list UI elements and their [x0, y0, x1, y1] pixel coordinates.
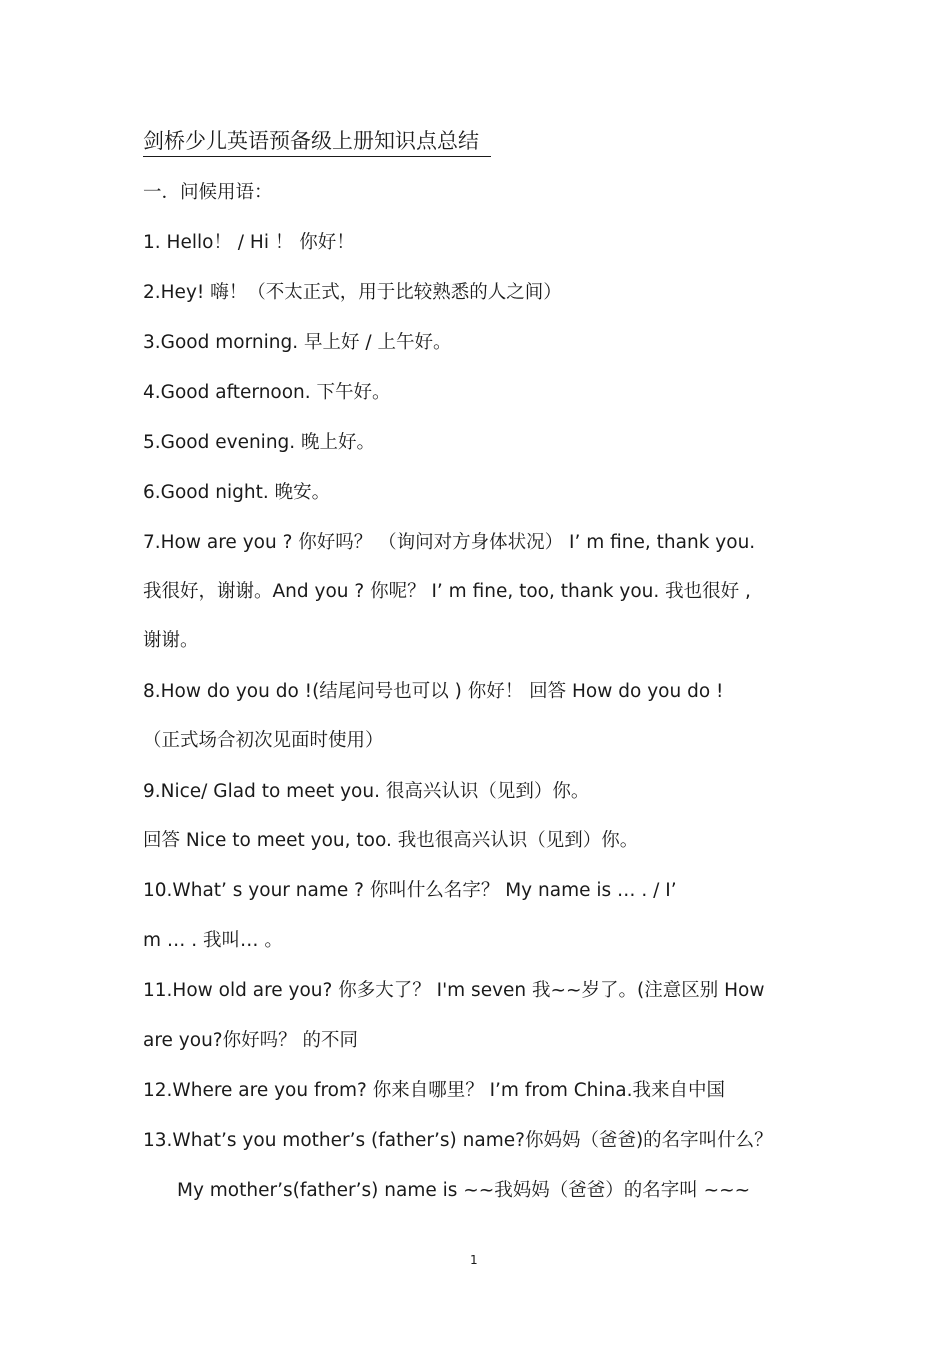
- text-line-11: （正式场合初次见面时使用）: [143, 730, 384, 751]
- document-title: 剑桥少儿英语预备级上册知识点总结: [143, 126, 491, 157]
- text-line-20: My mother’s(father’s) name is ~~我妈妈（爸爸）的名字叫 ~~~: [177, 1180, 751, 1201]
- text-line-7: 7.How are you ? 你好吗？ （询问对方身体状况） I’ m fine, thank you.: [143, 532, 756, 553]
- section-heading: 一．问候用语：: [143, 182, 273, 203]
- text-line-8: 我很好，谢谢。And you ? 你呢？ I’ m fine, too, thank you. 我也很好 ,: [143, 581, 751, 602]
- text-line-4: 4.Good afternoon. 下午好。: [143, 382, 391, 403]
- text-line-19: 13.What’s you mother’s (father’s) name?你妈妈（爸爸)的名字叫什么？: [143, 1130, 773, 1151]
- text-line-2: 2.Hey! 嗨！（不太正式，用于比较熟悉的人之间）: [143, 282, 562, 303]
- page-number: 1: [470, 1253, 478, 1267]
- text-line-15: m … . 我叫… 。: [143, 930, 283, 951]
- text-line-17: are you?你好吗？ 的不同: [143, 1030, 358, 1051]
- text-line-9: 谢谢。: [143, 630, 199, 651]
- text-line-10: 8.How do you do !(结尾问号也可以 ) 你好！ 回答 How do you do !: [143, 681, 724, 702]
- text-line-18: 12.Where are you from? 你来自哪里？ I’m from China.我来自中国: [143, 1080, 725, 1101]
- text-line-5: 5.Good evening. 晚上好。: [143, 432, 376, 453]
- text-line-13: 回答 Nice to meet you, too. 我也很高兴认识（见到）你。: [143, 830, 639, 851]
- text-line-16: 11.How old are you? 你多大了？ I'm seven 我~~岁了。(注意区别 How: [143, 980, 765, 1001]
- text-line-1: 1. Hello！ / Hi ！ 你好！: [143, 232, 355, 253]
- text-line-3: 3.Good morning. 早上好 / 上午好。: [143, 332, 452, 353]
- text-line-14: 10.What’ s your name ? 你叫什么名字？ My name is … . / I’: [143, 880, 677, 901]
- text-line-6: 6.Good night. 晚安。: [143, 482, 331, 503]
- text-line-12: 9.Nice/ Glad to meet you. 很高兴认识（见到）你。: [143, 781, 590, 802]
